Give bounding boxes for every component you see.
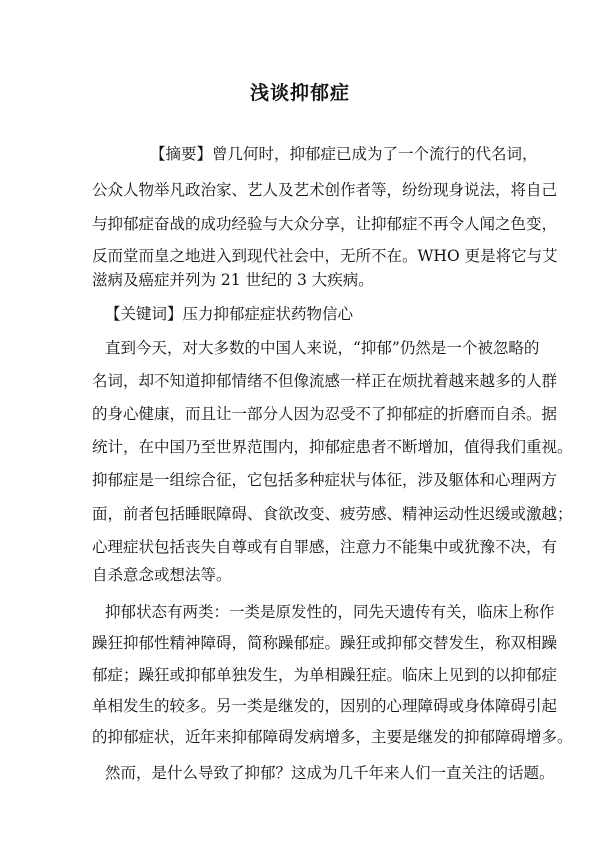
abstract-line: 【摘要】曾几何时，抑郁症已成为了一个流行的代名词，	[150, 145, 538, 163]
paragraph-line: 躁狂抑郁性精神障碍，简称躁郁症。躁狂或抑郁交替发生，称双相躁	[92, 634, 558, 652]
paragraph-line: 的抑郁症状，近年来抑郁障碍发病增多，主要是继发的抑郁障碍增多。	[92, 728, 573, 746]
abstract-line: 滋病及癌症并列为 21 世纪的 3 大疾病。	[92, 271, 374, 289]
paragraph-line: 自杀意念或想法等。	[92, 566, 232, 584]
keywords-line: 【关键词】压力抑郁症症状药物信心	[105, 305, 354, 323]
paragraph-line: 名词，却不知道抑郁情绪不但像流感一样正在烦扰着越来越多的人群	[92, 372, 558, 390]
paragraph-line: 统计，在中国乃至世界范围内，抑郁症患者不断增加，值得我们重视。	[92, 438, 573, 456]
paragraph-line: 郁症；躁狂或抑郁单独发生，为单相躁狂症。临床上见到的以抑郁症	[92, 666, 558, 684]
paragraph-line: 抑郁状态有两类：一类是原发性的，同先天遗传有关，临床上称作	[105, 603, 555, 621]
paragraph-line: 的身心健康，而且让一部分人因为忍受不了抑郁症的折磨而自杀。据	[92, 405, 558, 423]
paragraph-line: 然而，是什么导致了抑郁？这成为几千年来人们一直关注的话题。	[105, 764, 555, 782]
paragraph-line: 直到今天，对大多数的中国人来说，“抑郁”仍然是一个被忽略的	[105, 339, 540, 357]
document-title: 浅谈抑郁症	[249, 82, 350, 104]
paragraph-line: 抑郁症是一组综合征，它包括多种症状与体征，涉及躯体和心理两方	[92, 471, 558, 489]
abstract-line: 与抑郁症奋战的成功经验与大众分享，让抑郁症不再令人闻之色变，	[92, 215, 558, 233]
abstract-line: 公众人物举凡政治家、艺人及艺术创作者等，纷纷现身说法，将自己	[92, 181, 558, 199]
paragraph-line: 单相发生的较多。另一类是继发的，因别的心理障碍或身体障碍引起	[92, 697, 558, 715]
abstract-line: 反而堂而皇之地进入到现代社会中，无所不在。WHO 更是将它与艾	[92, 247, 558, 265]
paragraph-line: 心理症状包括丧失自尊或有自罪感，注意力不能集中或犹豫不决，有	[92, 538, 558, 556]
paragraph-line: 面，前者包括睡眠障碍、食欲改变、疲劳感、精神运动性迟缓或激越；	[92, 505, 573, 523]
